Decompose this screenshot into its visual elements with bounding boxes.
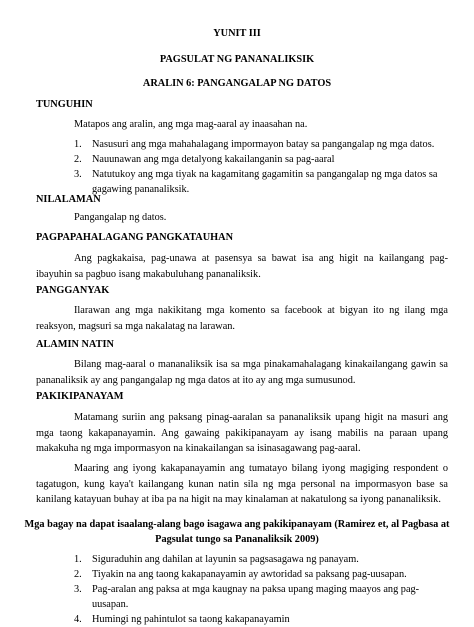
- nilalaman-heading: NILALAMAN: [36, 194, 101, 205]
- list-item: [74, 167, 446, 197]
- list-text: Natutukoy ang mga tiyak na kagamitang gagamitin sa pangangalap ng mga datos sa gagawing pananaliksik.: [92, 169, 438, 195]
- list-number: 3.: [74, 584, 82, 595]
- pakikipanayam-paragraph-2: Maaring ang iyong kakapanayamin ang tumatayo bilang iyong magiging respondent o tagatugon, kung kaya't kailangang kunan natin sila ng mga personal na impormasyon base sa kanilang katayuan buhay at iba pa na higit na may kinalaman at nakatulong sa iyong pananaliksik.: [36, 463, 448, 505]
- alamin-heading: ALAMIN NATIN: [36, 339, 114, 350]
- list-number: 2.: [74, 569, 82, 580]
- list-item: [74, 612, 454, 627]
- tunguhin-heading: TUNGUHIN: [36, 99, 93, 110]
- tunguhin-intro: Matapos ang aralin, ang mga mag-aaral ay inaasahan na.: [74, 119, 308, 130]
- list-number: 3.: [74, 169, 82, 180]
- list-item: [74, 552, 454, 567]
- list-item: [74, 152, 446, 167]
- list-text: Nasusuri ang mga mahahalagang impormayon batay sa pangangalap ng mga datos.: [92, 139, 435, 150]
- list-item: [74, 137, 446, 152]
- unit-title: YUNIT III: [213, 28, 261, 39]
- list-number: 1.: [74, 139, 82, 150]
- list-item: [74, 582, 454, 612]
- nilalaman-text: Pangangalap ng datos.: [74, 212, 167, 223]
- pagpapahalagang-text: Ang pagkakaisa, pag-unawa at pasensya sa bawat isa ang higit na kailangang pag-ibayuhin sa pagbuo isang makabuluhang pananaliksik.: [36, 253, 448, 280]
- mga-bagay-list: [74, 552, 454, 627]
- subject-title: PAGSULAT NG PANANALIKSIK: [159, 54, 315, 65]
- list-text: Tiyakin na ang taong kakapanayamin ay awtoridad sa paksang pag-uusapan.: [92, 569, 407, 580]
- pakikipanayam-heading: PAKIKIPANAYAM: [36, 391, 124, 402]
- mga-bagay-heading-line-1: Mga bagay na dapat isaalang-alang bago isagawa ang pakikipanayam (Ramirez et, al Pagbasa at: [24, 519, 450, 530]
- alamin-text: Bilang mag-aaral o mananaliksik isa sa mga pinakamahalagang kinakailangang gawin sa pananaliksik ay ang pangangalap ng mga datos at ito ay ang mga sumusunod.: [36, 359, 448, 386]
- list-text: Humingi ng pahintulot sa taong kakapanayamin: [92, 614, 290, 625]
- mga-bagay-heading-line-2: Pagsulat tungo sa Pananaliksik 2009): [155, 534, 319, 545]
- pangganyak-text: Ilarawan ang mga nakikitang mga komento sa facebook at bigyan ito ng ilang mga reaksyon, magsuri sa mga nakalatag na larawan.: [36, 305, 448, 332]
- list-text: Pag-aralan ang paksa at mga kaugnay na paksa upang maging maayos ang pag-uusapan.: [92, 584, 420, 610]
- pangganyak-heading: PANGGANYAK: [36, 285, 110, 296]
- list-number: 2.: [74, 154, 82, 165]
- lesson-title: ARALIN 6: PANGANGALAP NG DATOS: [142, 78, 332, 89]
- list-item: [74, 567, 454, 582]
- tunguhin-list: [74, 137, 446, 197]
- list-number: 4.: [74, 614, 82, 625]
- list-text: Nauunawan ang mga detalyong kakailanganin sa pag-aaral: [92, 154, 335, 165]
- list-text: Siguraduhin ang dahilan at layunin sa pagsasagawa ng panayam.: [92, 554, 359, 565]
- pagpapahalagang-heading: PAGPAPAHALAGANG PANGKATAUHAN: [36, 232, 234, 243]
- list-number: 1.: [74, 554, 82, 565]
- pakikipanayam-paragraph-1: Matamang suriin ang paksang pinag-aaralan sa pananaliksik upang higit na masuri ang mga taong kakapanayamin. Ang gawaing pakikipanayam ay isang mabilis na paraan upang makakuha ng mga impormasyon na kinakailangan sa isinasagawang pag-aaral.: [36, 412, 448, 454]
